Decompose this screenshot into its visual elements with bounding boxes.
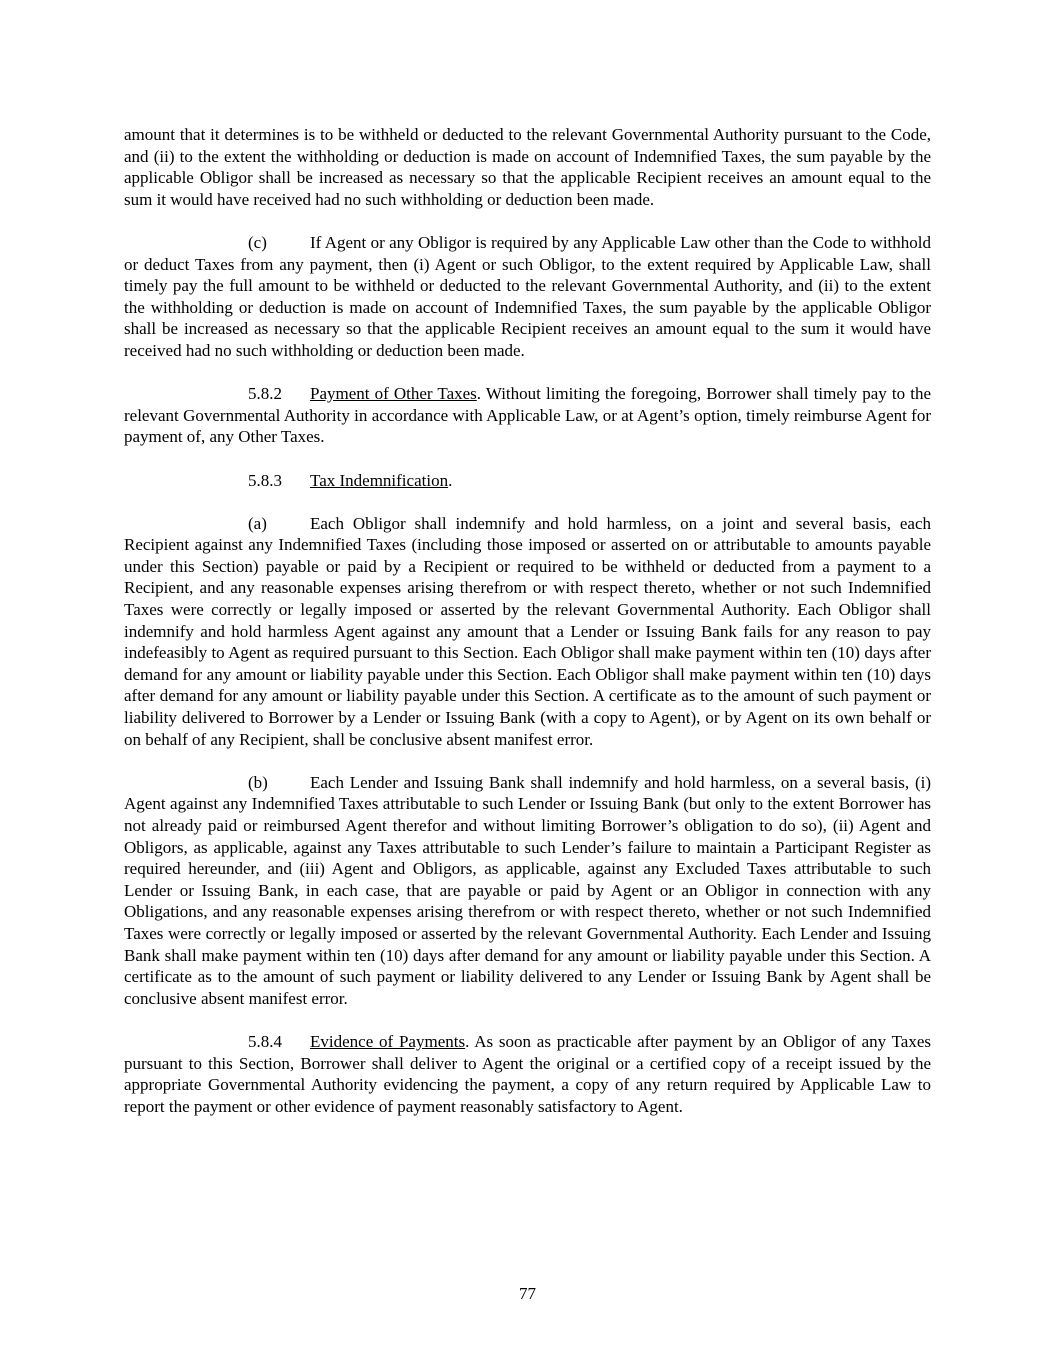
section-5-8-2 (124, 383, 931, 448)
section-5-8-3-heading (124, 470, 931, 492)
paragraph-5-8-3-a-text: Each Obligor shall indemnify and hold harmless, on a joint and several basis, each Recipient against any Indemnified Taxes (including those imposed or asserted on or attributable to amounts payable under this Section) payable or paid by a Recipient or required to be withheld or deducted from a payment to a Recipient, and any reasonable expenses arising therefrom or with respect thereto, whether or not such Indemnified Taxes were correctly or legally imposed or asserted by the relevant Governmental Authority. Each Obligor shall indemnify and hold harmless Agent against any amount that a Lender or Issuing Bank fails for any reason to pay indefeasibly to Agent as required pursuant to this Section. Each Obligor shall make payment within ten (10) days after demand for any amount or liability payable under this Section. Each Obligor shall make payment within ten (10) days after demand for any amount or liability payable under this Section. A certificate as to the amount of such payment or liability delivered to Borrower by a Lender or Issuing Bank (with a copy to Agent), or by Agent on its own behalf or on behalf of any Recipient, shall be conclusive absent manifest error. (124, 513, 931, 749)
section-5-8-4 (124, 1031, 931, 1117)
section-5-8-2-number: 5.8.2 (248, 384, 282, 404)
paragraph-5-8-3-b (124, 772, 931, 1010)
section-5-8-4-number: 5.8.4 (248, 1031, 282, 1051)
paragraph-c-label: (c) (248, 232, 267, 252)
section-5-8-3-number: 5.8.3 (248, 470, 282, 490)
paragraph-5-8-3-b-text: Each Lender and Issuing Bank shall indemnify and hold harmless, on a several basis, (i) Agent against any Indemnified Taxes attributable to such Lender or Issuing Bank (but only to the extent Borrower has not already paid or reimbursed Agent therefor and without limiting Borrower’s obligation to do so), (ii) Agent and Obligors, as applicable, against any Taxes attributable to such Lender’s failure to maintain a Participant Register as required hereunder, and (iii) Agent and Obligors, as applicable, against any Excluded Taxes attributable to such Lender or Issuing Bank, in each case, that are payable or paid by Agent or an Obligor in connection with any Obligations, and any reasonable expenses arising therefrom or with respect thereto, whether or not such Indemnified Taxes were correctly or legally imposed or asserted by the relevant Governmental Authority. Each Lender and Issuing Bank shall make payment within ten (10) days after demand for any amount or liability payable under this Section. A certificate as to the amount of such payment or liability delivered to any Lender or Issuing Bank by Agent shall be conclusive absent manifest error. (124, 772, 931, 1008)
section-5-8-4-title: Evidence of Payments (310, 1031, 466, 1051)
paragraph-5-8-3-b-label: (b) (248, 772, 268, 792)
paragraph-5-8-3-a (124, 513, 931, 751)
paragraph-c-text: If Agent or any Obligor is required by any Applicable Law other than the Code to withhold or deduct Taxes from any payment, then (i) Agent or such Obligor, to the extent required by Applicable Law, shall timely pay the full amount to be withheld or deducted to the relevant Governmental Authority, and (ii) to the extent the withholding or deduction is made on account of Indemnified Taxes, the sum payable by the applicable Obligor shall be increased as necessary so that the applicable Recipient receives an amount equal to the sum it would have received had no such withholding or deduction been made. (124, 232, 931, 360)
paragraph-c (124, 232, 931, 362)
section-5-8-3-title: Tax Indemnification (310, 470, 449, 490)
paragraph-continued: amount that it determines is to be withheld or deducted to the relevant Governmental Authority pursuant to the Code, and (ii) to the extent the withholding or deduction is made on account of Indemnified Taxes, the sum payable by the applicable Obligor shall be increased as necessary so that the applicable Recipient receives an amount equal to the sum it would have received had no such withholding or deduction been made. (124, 125, 931, 209)
document-page (124, 124, 931, 1139)
section-5-8-4-text: . As soon as practicable after payment by an Obligor of any Taxes pursuant to this Section, Borrower shall deliver to Agent the original or a certified copy of a receipt issued by the appropriate Governmental Authority evidencing the payment, a copy of any return required by Applicable Law to report the payment or other evidence of payment reasonably satisfactory to Agent. (124, 1031, 931, 1116)
section-5-8-2-text: . Without limiting the foregoing, Borrower shall timely pay to the relevant Governmental Authority in accordance with Applicable Law, or at Agent’s option, timely reimburse Agent for payment of, any Other Taxes. (124, 384, 931, 447)
section-5-8-2-title: Payment of Other Taxes (310, 384, 477, 404)
section-5-8-3-suffix: . (448, 470, 453, 490)
page-number: 77 (519, 1284, 536, 1303)
paragraph-5-8-3-a-label: (a) (248, 513, 267, 533)
